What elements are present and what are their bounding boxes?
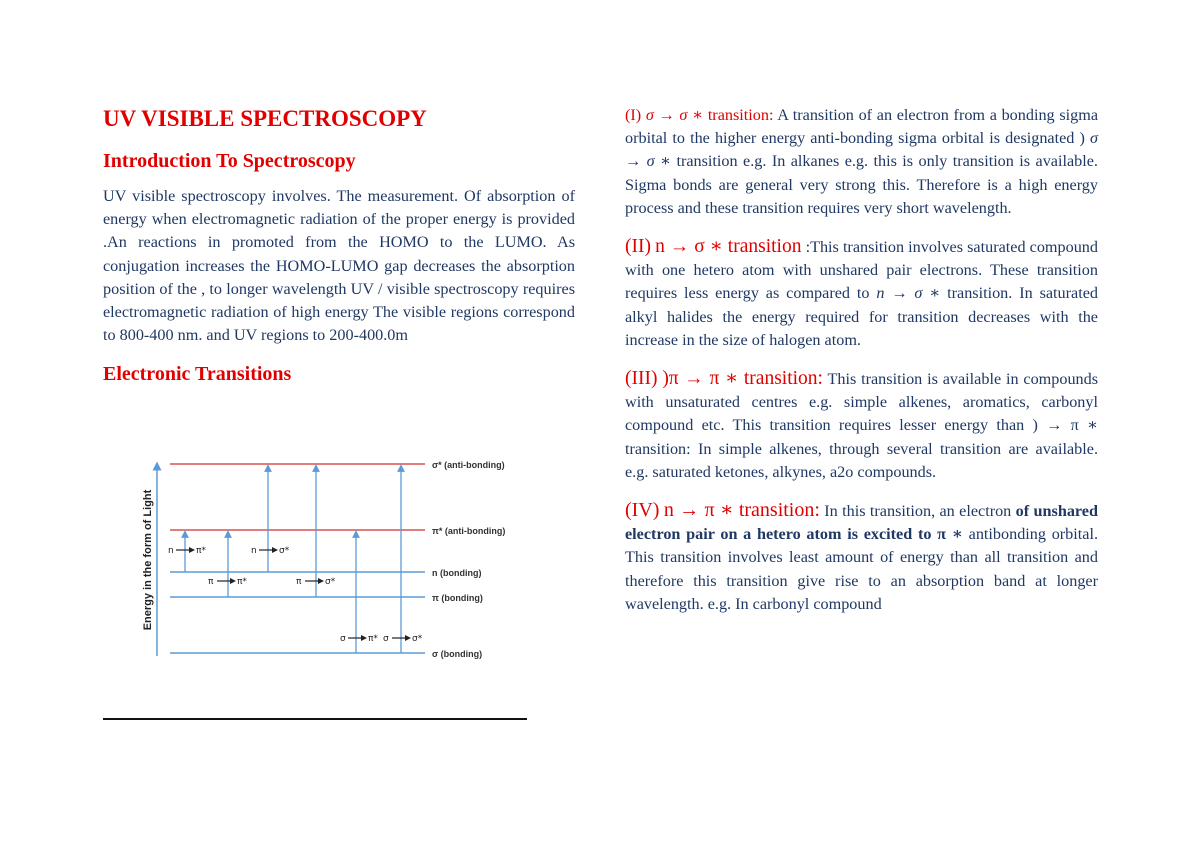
label-from: σ (383, 634, 389, 644)
transition-text-cont: antibonding orbital. This transition involves least amount of energy than all transition and therefore this transition give rise to an absorption band at longer wavelength. e.g. In carbonyl compound (625, 525, 1098, 613)
document-title: UV VISIBLE SPECTROSCOPY (103, 106, 427, 131)
level-label: π* (anti-bonding) (432, 526, 506, 536)
electronic-transitions-diagram (135, 460, 525, 660)
label-to: σ* (325, 577, 336, 587)
transition-sigma-sigma-star (625, 104, 1098, 220)
left-column (103, 104, 575, 387)
transition-symbol-inline: σ → σ ∗ (625, 129, 1098, 171)
intro-heading: Introduction To Spectroscopy (103, 150, 356, 172)
transition-symbol: n → σ ∗ transition (655, 236, 802, 258)
label-from: π (296, 577, 302, 587)
level-label: σ (bonding) (432, 649, 483, 659)
transition-text-cont: transition e.g. In alkanes e.g. this is only transition is available. Sigma bonds are general very strong this. Therefore is a high energy process and these transition requires very short wavelength. (625, 152, 1098, 217)
transition-symbol: n → π ∗ transition: (663, 499, 820, 522)
label-to: σ* (279, 546, 290, 556)
label-from: π (208, 577, 214, 587)
level-label: n (bonding) (432, 568, 482, 578)
label-from: σ (340, 634, 346, 644)
level-label: σ* (anti-bonding) (432, 460, 505, 470)
transition-number: (IV) (625, 499, 660, 522)
label-sigma-pi-star (340, 634, 378, 644)
label-n-pi-star (168, 546, 206, 556)
transition-symbol-inline: n → σ ∗ (876, 284, 941, 303)
transition-word: transition: (707, 106, 774, 124)
transition-text: In this transition, an electron (819, 502, 1012, 521)
label-sigma-sigma-star (383, 634, 423, 644)
footnote-divider (103, 718, 527, 720)
right-column (625, 104, 1098, 631)
level-label: π (bonding) (432, 593, 483, 603)
transition-number: (I) (625, 106, 642, 124)
transition-pi-pi-star (625, 367, 1098, 484)
transition-number: (III) (625, 368, 658, 390)
transition-n-sigma-star (625, 235, 1098, 352)
label-from: n (168, 546, 174, 556)
transition-number: (II) (625, 236, 651, 258)
label-to: π* (196, 546, 206, 556)
transition-text: This transition is available in compounds with unsaturated centres e.g. simple alkenes, aromatics, carbonyl compound etc. This transition requires lesser energy than ) → π ∗ transition: In simple alkenes, through several transition are available. e.g. saturated ketones, alkynes, a2o compounds. (625, 370, 1099, 481)
label-n-sigma-star (251, 546, 290, 556)
transitions-heading: Electronic Transitions (103, 363, 292, 386)
transition-symbol: )π → π ∗ transition: (662, 368, 823, 390)
label-from: n (251, 546, 257, 556)
transition-n-pi-star (625, 499, 1098, 616)
label-to: π* (368, 634, 378, 644)
transition-text-bold: of unshared electron pair on a hetero atom is excited to π ∗ (625, 502, 1098, 544)
transition-text-cont: transition. In saturated alkyl halides the energy required for transition decreases with the increase in the size of halogen atom. (625, 284, 1098, 349)
transition-text: A transition of an electron from a bonding sigma orbital to the higher energy anti-bonding sigma orbital is designated ) (625, 106, 1099, 148)
transition-text: :This transition involves saturated compound with one hetero atom with unshared pair electrons. These transition requires less energy as compared to (625, 238, 1098, 303)
label-to: π* (237, 577, 247, 587)
label-to: σ* (412, 634, 423, 644)
transition-symbol: σ → σ ∗ (645, 106, 704, 124)
intro-paragraph: UV visible spectroscopy involves. The measurement. Of absorption of energy when electromagnetic radiation of the proper energy is provided .An reactions in promoted from the HOMO to the LUMO. As conjugation increases the HOMO-LUMO gap decreases the absorption position of the , to longer wavelength UV / visible spectroscopy requires electromagnetic radiation of high energy The visible regions correspond to 800-400 nm. and UV regions to 200-400.0m (103, 187, 575, 345)
energy-axis-label: Energy in the form of Light (142, 489, 154, 631)
